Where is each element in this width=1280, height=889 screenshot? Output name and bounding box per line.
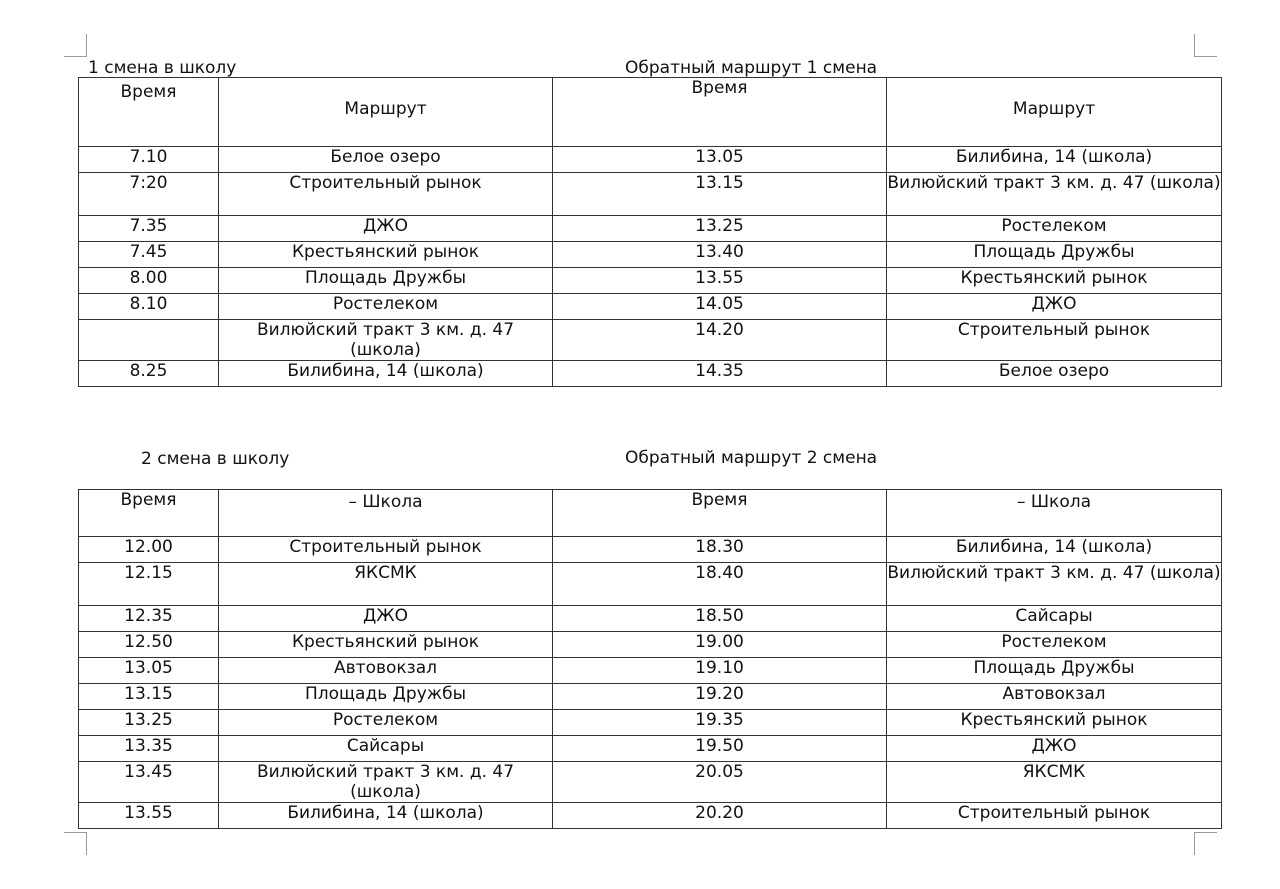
- page-corner-mark-top-right: [1194, 34, 1217, 57]
- cell-route-back: Вилюйский тракт 3 км. д. 47 (школа): [887, 173, 1222, 216]
- col-header-time: Время: [79, 490, 219, 537]
- cell-time-back: 13.15: [553, 173, 887, 216]
- cell-time-back: 19.10: [553, 658, 887, 684]
- cell-route: Билибина, 14 (школа): [219, 803, 553, 829]
- table-row: [79, 803, 1222, 829]
- cell-time-back: 19.50: [553, 736, 887, 762]
- cell-route-back: Площадь Дружбы: [887, 242, 1222, 268]
- table-row: [79, 632, 1222, 658]
- cell-route-back: Автовокзал: [887, 684, 1222, 710]
- cell-route: Крестьянский рынок: [219, 632, 553, 658]
- cell-route-back: Ростелеком: [887, 632, 1222, 658]
- cell-time-back: 20.20: [553, 803, 887, 829]
- cell-time: 7.45: [79, 242, 219, 268]
- table-row: [79, 684, 1222, 710]
- cell-time: 13.45: [79, 762, 219, 803]
- table-row: [79, 242, 1222, 268]
- cell-route-back: Строительный рынок: [887, 803, 1222, 829]
- table-row: [79, 658, 1222, 684]
- cell-route: Площадь Дружбы: [219, 684, 553, 710]
- cell-time: 8.25: [79, 361, 219, 387]
- cell-time-back: 19.20: [553, 684, 887, 710]
- cell-time-back: 19.35: [553, 710, 887, 736]
- table-row: [79, 736, 1222, 762]
- cell-route: Площадь Дружбы: [219, 268, 553, 294]
- cell-time-back: 18.30: [553, 537, 887, 563]
- cell-route: ЯКСМК: [219, 563, 553, 606]
- cell-time: 8.10: [79, 294, 219, 320]
- cell-time: 13.05: [79, 658, 219, 684]
- shift2-return-heading: Обратный маршрут 2 смена: [625, 448, 878, 468]
- cell-time: 8.00: [79, 268, 219, 294]
- cell-route: Вилюйский тракт 3 км. д. 47 (школа): [219, 320, 553, 361]
- cell-time: 7.10: [79, 147, 219, 173]
- page-corner-mark-top-left: [64, 34, 87, 57]
- cell-time: 7.35: [79, 216, 219, 242]
- col-header-time-back: Время: [553, 490, 887, 537]
- cell-time: 12.35: [79, 606, 219, 632]
- cell-time: 12.50: [79, 632, 219, 658]
- cell-time: 13.25: [79, 710, 219, 736]
- cell-route: Вилюйский тракт 3 км. д. 47 (школа): [219, 762, 553, 803]
- table-row: [79, 537, 1222, 563]
- cell-time-back: 14.35: [553, 361, 887, 387]
- col-header-time: Время: [79, 78, 219, 147]
- cell-route-back: Билибина, 14 (школа): [887, 147, 1222, 173]
- table-row: [79, 320, 1222, 361]
- cell-time-back: 19.00: [553, 632, 887, 658]
- cell-time-back: 18.50: [553, 606, 887, 632]
- shift2-schedule-table: [78, 489, 1222, 829]
- table-row: [79, 216, 1222, 242]
- col-header-route: – Школа: [219, 490, 553, 537]
- cell-time: 12.00: [79, 537, 219, 563]
- table-row: [79, 147, 1222, 173]
- table-row: [79, 762, 1222, 803]
- cell-route-back: Крестьянский рынок: [887, 268, 1222, 294]
- cell-time: 7:20: [79, 173, 219, 216]
- shift1-heading: 1 смена в школу: [88, 58, 237, 78]
- cell-time: 13.55: [79, 803, 219, 829]
- cell-route-back: Сайсары: [887, 606, 1222, 632]
- table-row: [79, 563, 1222, 606]
- table-header-row: [79, 490, 1222, 537]
- cell-route-back: ДЖО: [887, 736, 1222, 762]
- cell-time: [79, 320, 219, 361]
- table-header-row: [79, 78, 1222, 147]
- cell-time: 12.15: [79, 563, 219, 606]
- cell-time-back: 13.25: [553, 216, 887, 242]
- table-row: [79, 294, 1222, 320]
- cell-time-back: 14.20: [553, 320, 887, 361]
- col-header-time-back: Время: [553, 78, 887, 147]
- col-header-route-back: – Школа: [887, 490, 1222, 537]
- cell-route-back: Вилюйский тракт 3 км. д. 47 (школа): [887, 563, 1222, 606]
- cell-route: Ростелеком: [219, 294, 553, 320]
- table-row: [79, 606, 1222, 632]
- cell-time-back: 13.05: [553, 147, 887, 173]
- page-corner-mark-bottom-left: [64, 832, 87, 855]
- cell-route: Автовокзал: [219, 658, 553, 684]
- cell-time: 13.35: [79, 736, 219, 762]
- cell-route-back: Белое озеро: [887, 361, 1222, 387]
- cell-route-back: ЯКСМК: [887, 762, 1222, 803]
- table-row: [79, 361, 1222, 387]
- shift1-return-heading: Обратный маршрут 1 смена: [625, 58, 878, 78]
- table-row: [79, 268, 1222, 294]
- cell-route: Строительный рынок: [219, 537, 553, 563]
- cell-time-back: 20.05: [553, 762, 887, 803]
- cell-time-back: 13.40: [553, 242, 887, 268]
- cell-route: Белое озеро: [219, 147, 553, 173]
- cell-route-back: Площадь Дружбы: [887, 658, 1222, 684]
- col-header-route: Маршрут: [219, 78, 553, 147]
- cell-route: Ростелеком: [219, 710, 553, 736]
- cell-route: Строительный рынок: [219, 173, 553, 216]
- shift1-schedule-table: [78, 77, 1222, 387]
- cell-time: 13.15: [79, 684, 219, 710]
- cell-route: Сайсары: [219, 736, 553, 762]
- col-header-route-back: Маршрут: [887, 78, 1222, 147]
- cell-route: ДЖО: [219, 606, 553, 632]
- cell-time-back: 14.05: [553, 294, 887, 320]
- cell-route: ДЖО: [219, 216, 553, 242]
- shift2-heading: 2 смена в школу: [141, 449, 290, 469]
- cell-route: Билибина, 14 (школа): [219, 361, 553, 387]
- cell-route-back: Строительный рынок: [887, 320, 1222, 361]
- cell-route: Крестьянский рынок: [219, 242, 553, 268]
- cell-time-back: 18.40: [553, 563, 887, 606]
- page-corner-mark-bottom-right: [1194, 832, 1217, 855]
- cell-route-back: Крестьянский рынок: [887, 710, 1222, 736]
- cell-route-back: Ростелеком: [887, 216, 1222, 242]
- cell-route-back: ДЖО: [887, 294, 1222, 320]
- shift1-table-body: [79, 78, 1222, 387]
- cell-time-back: 13.55: [553, 268, 887, 294]
- shift2-table-body: [79, 490, 1222, 829]
- table-row: [79, 173, 1222, 216]
- table-row: [79, 710, 1222, 736]
- cell-route-back: Билибина, 14 (школа): [887, 537, 1222, 563]
